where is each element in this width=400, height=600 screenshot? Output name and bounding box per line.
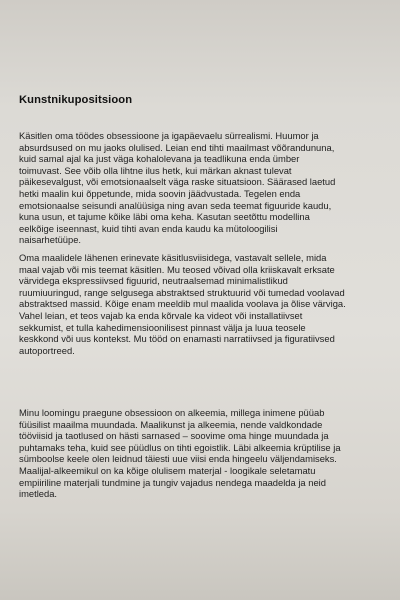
text-line: Oma maalidele lähenen erinevate käsitlusviisidega, vastavalt sellele, mida [19,252,327,263]
text-line: kuid samal ajal ka just väga kohalolevana ja teadlikuna enda ümber [19,153,300,165]
text-line: naisarhetüüpe. [19,234,82,246]
text-line: Vahel leian, et teos vajab ka enda kõrvale ka videot või installatiivset [19,309,303,321]
text-line: sekkumist, et tulla kahedimensioonilisest pinnast välja ja luua teosele [19,321,306,333]
text-line: tööviisid ja taotlused on hästi sarnased – soovime oma hinge muundada ja [19,430,329,442]
text-line: empiiriline materjali tundmine ja tungiv vajadus nendega maadelda ja neid [19,476,326,488]
text-line: maal vajab või mis teemat käsitlen. Mu teosed võivad olla kriiskavalt erksate [19,263,335,275]
text-line: Käsitlen oma töödes obsessioone ja igapäevaelu sürrealismi. Huumor ja [19,130,319,141]
text-line: toimuvast. See võib olla lihtne ilus hetk, kui märkan aknast tulevat [19,164,292,176]
text-line: kuna usun, et tajume kõike läbi oma keha. Kasutan seetõttu modellina [19,211,310,223]
text-line: abstraktsed massid. Kõige enam meeldib mul maalida voolava ja õlise värviga. [19,298,346,310]
text-line: füüsilist maailma muundada. Maalikunst ja alkeemia, nende valdkondade [19,418,323,430]
text-line: värvidega ekspressiivsed figuurid, neutraalsemad minimalistlikud [19,275,288,287]
paragraph-1 [19,130,389,246]
text-line: Maalijal-alkeemikul on ka kõige olulisem materjal - loogikale seletamatu [19,464,316,476]
paragraph-2 [19,252,389,356]
paragraph-3 [19,407,389,500]
text-line: hetki maalin kui õppetunde, mida soovin jäädvustada. Tegelen enda [19,187,301,199]
text-line: Minu loomingu praegune obsessioon on alkeemia, millega inimene püüab [19,407,325,418]
text-line: sümboolse keele olen leidnud täiesti uue viisi enda hingeelu väljendamiseks. [19,453,337,465]
text-line: emotsionaalse seisundi analüüsiga ning avan seda teemat figuuride kaudu, [19,199,332,211]
text-line: päikesevalgust, või emotsionaalselt väga raske situatsioon. Säärased laetud [19,176,336,188]
text-line: keskkond või uus kontekst. Mu tööd on enamasti narratiivsed ja figuratiivsed [19,333,335,345]
text-line: ruumiuuringud, range selgusega abstraktsed struktuurid või tumedad voolavad [19,286,345,298]
text-line: imetleda. [19,488,58,500]
text-line: eelkõige iseennast, kuid tihti avan enda kaudu ka mütoloogilisi [19,222,278,234]
text-line: autoportreed. [19,344,75,356]
text-line: puhtamaks teha, kuid see püüdlus on tihti egoistlik. Läbi alkeemia krüptilise ja [19,441,341,453]
text-line: absurdsused on mu jaoks olulised. Leian end tihti maailmast võõrandununa, [19,141,335,153]
document-title: Kunstnikupositsioon [19,94,133,106]
